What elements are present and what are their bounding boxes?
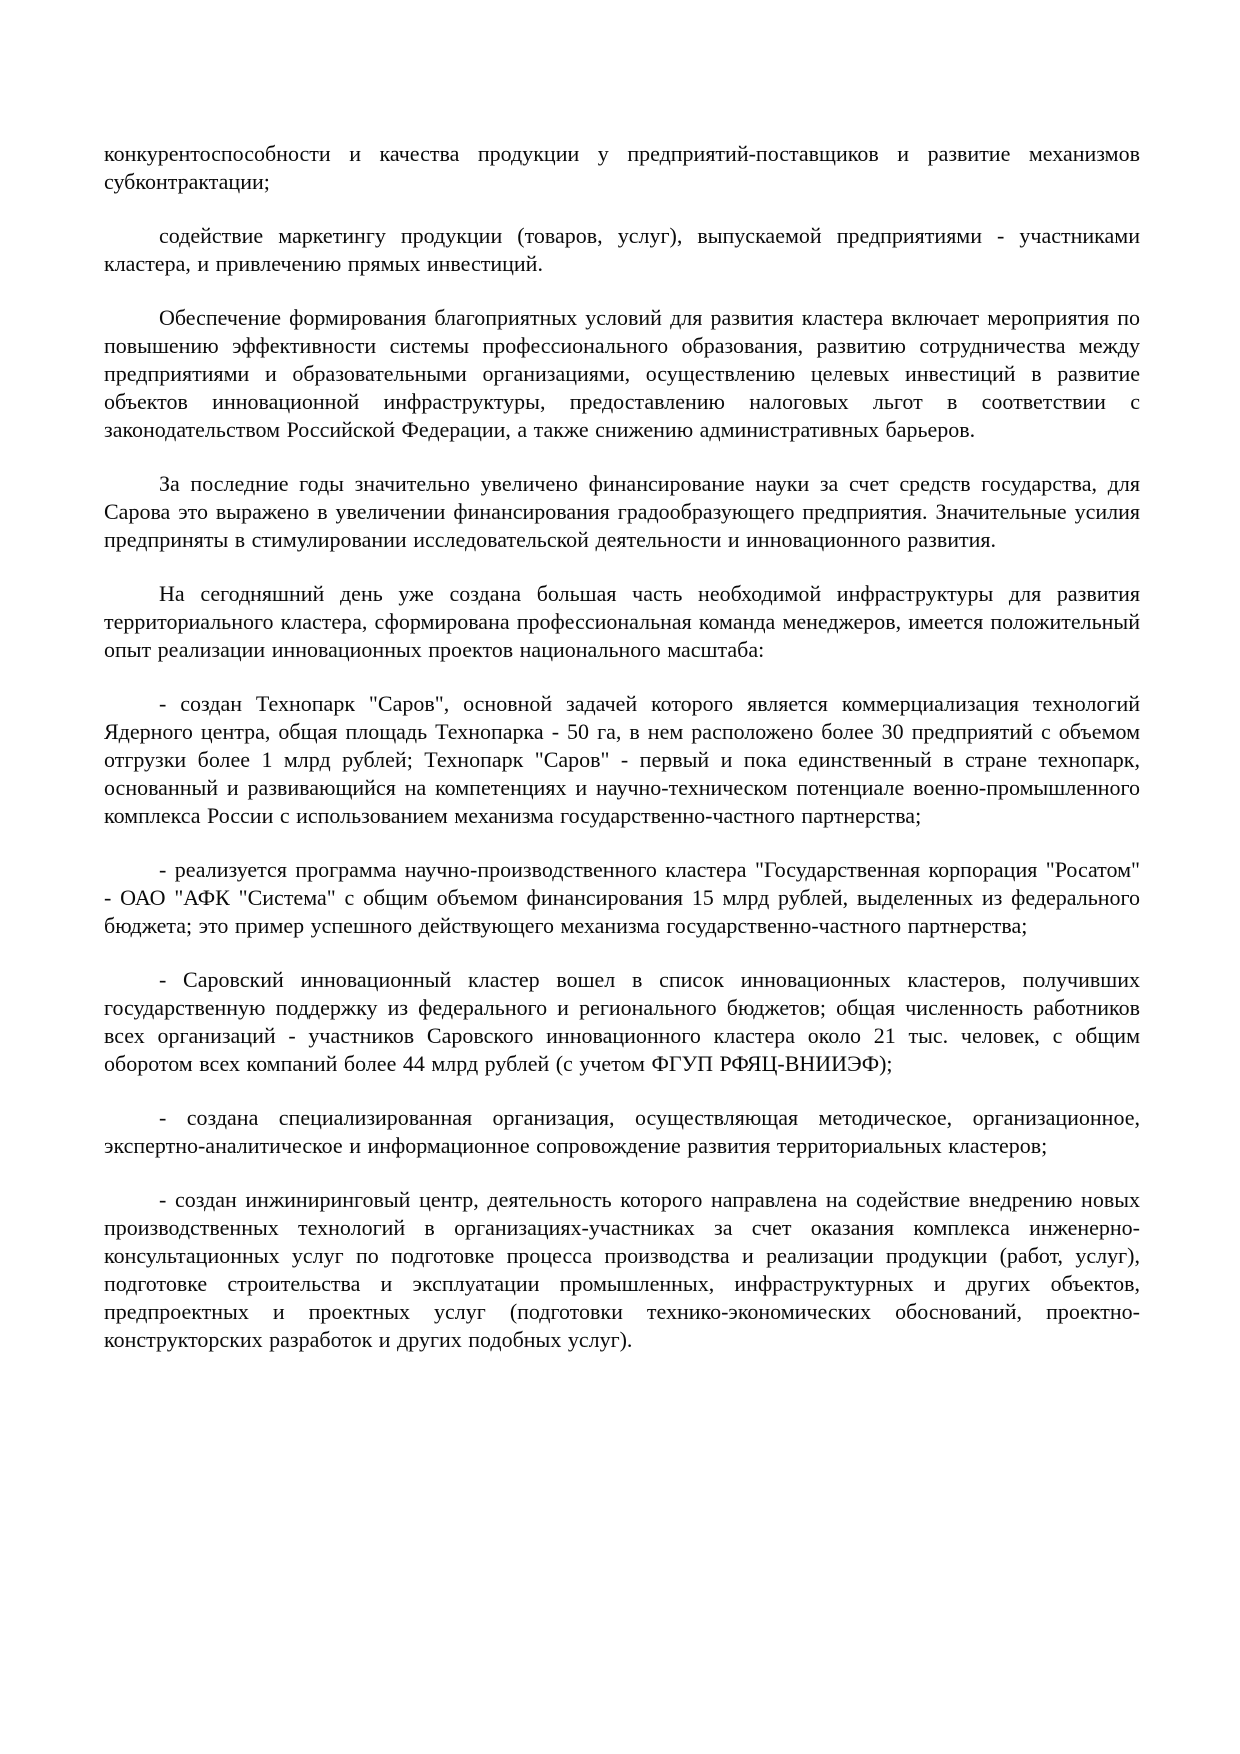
paragraph-subcontracting: конкурентоспособности и качества продукции у предприятий-поставщиков и развитие механизмов субконтрактации; bbox=[104, 141, 1140, 194]
bullet-sarov-cluster: - Саровский инновационный кластер вошел в список инновационных кластеров, получивших государственную поддержку из федерального и регионального бюджетов; общая численность работников всех организаций - участников Саровского инновационного кластера около 21 тыс. человек, с общим оборотом всех компаний более 44 млрд рублей (с учетом ФГУП РФЯЦ-ВНИИЭФ); bbox=[104, 967, 1140, 1076]
paragraph-favorable-conditions: Обеспечение формирования благоприятных условий для развития кластера включает мероприятия по повышению эффективности системы профессионального образования, развитию сотрудничества между предприятиями и образовательными организациями, осуществлению целевых инвестиций в развитие объектов инновационной инфраструктуры, предоставлению налоговых льгот в соответствии с законодательством Российской Федерации, а также снижению административных барьеров. bbox=[104, 305, 1140, 442]
bullet-rosatom-program: - реализуется программа научно-производственного кластера "Государственная корпорация "Росатом" - ОАО "АФК "Система" с общим объемом финансирования 15 млрд рублей, выделенных из федерального бюджета; это пример успешного действующего механизма государственно-частного партнерства; bbox=[104, 857, 1140, 938]
bullet-technopark-sarov: - создан Технопарк "Саров", основной задачей которого является коммерциализация технологий Ядерного центра, общая площадь Технопарка - 50 га, в нем расположено более 30 предприятий с объемом отгрузки более 1 млрд рублей; Технопарк "Саров" - первый и пока единственный в стране технопарк, основанный и развивающийся на компетенциях и научно-техническом потенциале военно-промышленного комплекса России с использованием механизма государственно-частного партнерства; bbox=[104, 691, 1140, 828]
bullet-engineering-center: - создан инжиниринговый центр, деятельность которого направлена на содействие внедрению новых производственных технологий в организациях-участниках за счет оказания комплекса инженерно-консультационных услуг по подготовке процесса производства и реализации продукции (работ, услуг), подготовке строительства и эксплуатации промышленных, инфраструктурных и других объектов, предпроектных и проектных услуг (подготовки технико-экономических обоснований, проектно-конструкторских разработок и других подобных услуг). bbox=[104, 1187, 1140, 1352]
paragraph-science-funding: За последние годы значительно увеличено финансирование науки за счет средств государства, для Сарова это выражено в увеличении финансирования градообразующего предприятия. Значительные усилия предприняты в стимулировании исследовательской деятельности и инновационного развития. bbox=[104, 471, 1140, 552]
paragraph-infrastructure-intro: На сегодняшний день уже создана большая часть необходимой инфраструктуры для развития территориального кластера, сформирована профессиональная команда менеджеров, имеется положительный опыт реализации инновационных проектов национального масштаба: bbox=[104, 581, 1140, 662]
paragraph-marketing-support: содействие маркетингу продукции (товаров, услуг), выпускаемой предприятиями - участниками кластера, и привлечению прямых инвестиций. bbox=[104, 223, 1140, 276]
bullet-specialized-organization: - создана специализированная организация, осуществляющая методическое, организационное, экспертно-аналитическое и информационное сопровождение развития территориальных кластеров; bbox=[104, 1105, 1140, 1158]
text-column bbox=[104, 140, 1140, 1380]
